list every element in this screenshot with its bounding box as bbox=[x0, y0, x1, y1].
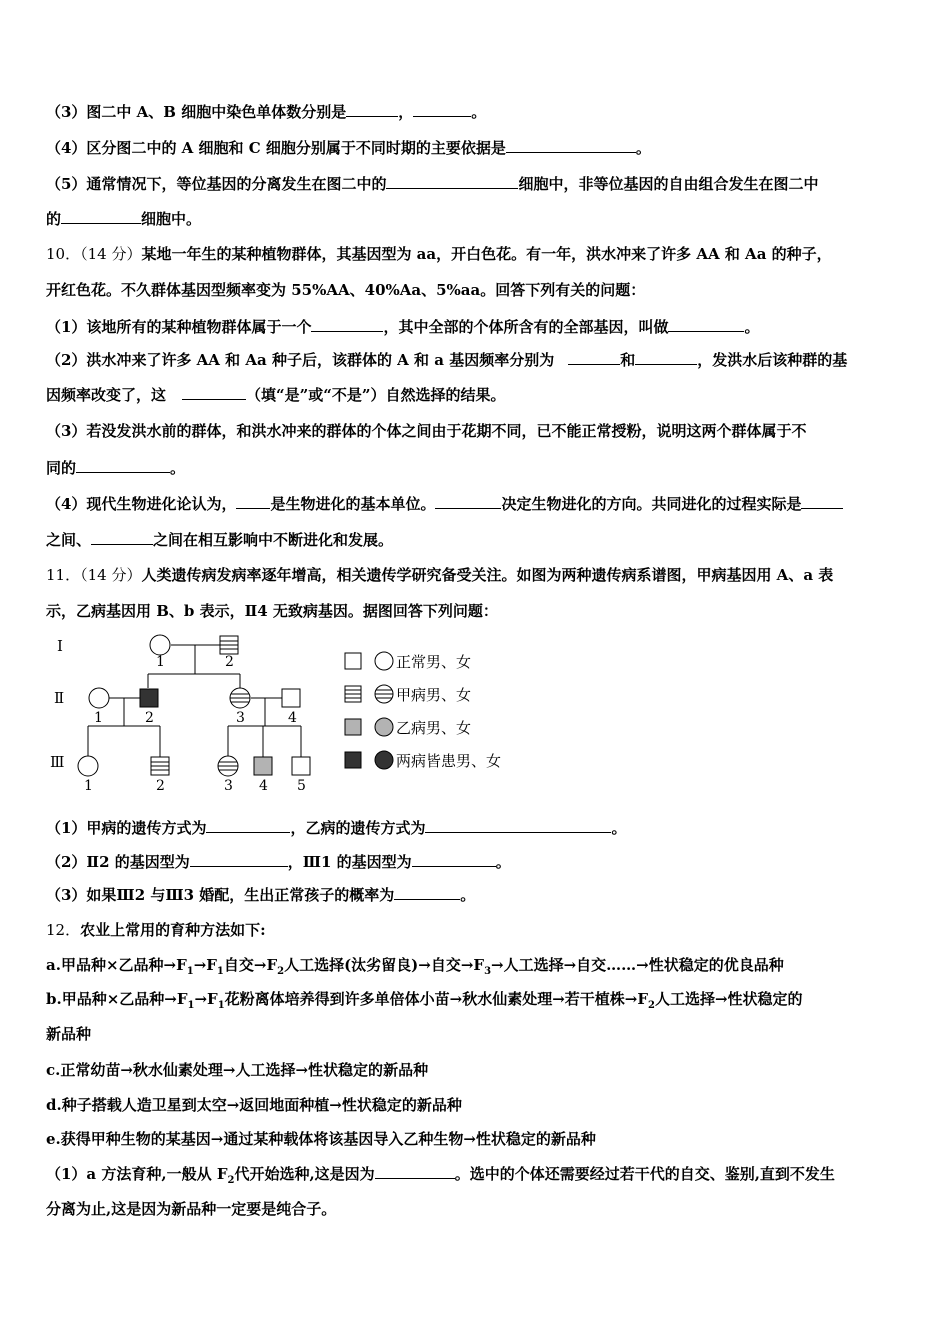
legend bbox=[345, 652, 501, 770]
q12-method-b-cont: 新品种 bbox=[46, 1025, 92, 1043]
q9-line-5b: 的 细胞中。 bbox=[46, 210, 202, 228]
legend-normal-female-icon bbox=[375, 652, 393, 670]
q9-line-4: （4）区分图二中的 A 细胞和 C 细胞分别属于不同时期的主要依据是 。 bbox=[46, 139, 651, 157]
legend-label-disease-b: 乙病男、女 bbox=[396, 719, 472, 737]
legend-disease-b-male-icon bbox=[345, 719, 361, 735]
III-2-disease-a-male bbox=[151, 757, 169, 775]
q12-stem: 12．农业上常用的育种方法如下: bbox=[46, 921, 266, 939]
legend-both-male-icon bbox=[345, 752, 361, 768]
legend-disease-b-female-icon bbox=[375, 718, 393, 736]
q12-method-e: e.获得甲种生物的某基因→通过某种载体将该基因导入乙种生物→性状稳定的新品种 bbox=[46, 1130, 596, 1148]
q10-line-4b: 之间、 之间在相互影响中不断进化和发展。 bbox=[46, 531, 394, 549]
q11-stem-2: 示，乙病基因用 B、b 表示，Ⅱ4 无致病基因。据图回答下列问题： bbox=[46, 602, 498, 620]
q10-stem-2: 开红色花。不久群体基因型频率变为 55%AA、40%Aa、5%aa。回答下列有关的问题： bbox=[46, 281, 646, 299]
q11-stem: 11．（14 分）人类遗传病发病率逐年增高，相关遗传学研究备受关注。如图为两种遗传病系谱图，甲病基因用 A、a 表 bbox=[46, 566, 834, 584]
q12-line-1: （1）a 方法育种,一般从 $F_2$代开始选种,这是因为 。选中的个体还需要经过若干代的自交、鉴别,直到不发生 bbox=[46, 1165, 835, 1186]
q12-method-b: b.甲品种×乙品种$\to F_1\to F_1$花粉离体培养得到许多单倍体小苗→秋水仙素处理→若干植株$\to F_2$人工选择→性状稳定的 bbox=[46, 990, 803, 1011]
legend-disease-a-male-icon bbox=[345, 686, 361, 702]
legend-label-disease-a: 甲病男、女 bbox=[396, 686, 472, 704]
q10-line-3b: 同的 。 bbox=[46, 459, 186, 477]
II-3-disease-a-female bbox=[230, 688, 250, 708]
gen-label-III: Ⅲ bbox=[50, 753, 65, 771]
III-4-disease-b-male bbox=[254, 757, 272, 775]
legend-normal-male-icon bbox=[345, 653, 361, 669]
legend-both-female-icon bbox=[375, 751, 393, 769]
q11-line-2: （2）Ⅱ2 的基因型为 ，Ⅲ1 的基因型为 。 bbox=[46, 853, 511, 871]
id-I-1: 1 bbox=[156, 654, 165, 670]
q10-line-3: （3）若没发洪水前的群体，和洪水冲来的群体的个体之间由于花期不同，已不能正常授粉，说明这两个群体属于不 bbox=[46, 422, 807, 440]
id-III-5: 5 bbox=[297, 778, 306, 794]
III-1-normal-female bbox=[78, 756, 98, 776]
id-III-4: 4 bbox=[259, 778, 268, 794]
answer-blank[interactable] bbox=[375, 1163, 455, 1179]
q11-line-1: （1）甲病的遗传方式为 ，乙病的遗传方式为 。 bbox=[46, 819, 627, 837]
answer-blank[interactable] bbox=[425, 817, 611, 833]
answer-blank[interactable] bbox=[412, 851, 496, 867]
q11-line-3: （3）如果Ⅲ2 与Ⅲ3 婚配，生出正常孩子的概率为 。 bbox=[46, 886, 476, 904]
III-5-normal-male bbox=[292, 757, 310, 775]
gen-label-II: Ⅱ bbox=[54, 689, 65, 707]
id-II-1: 1 bbox=[94, 710, 103, 726]
q10-line-2: （2）洪水冲来了许多 AA 和 Aa 种子后，该群体的 A 和 a 基因频率分别为 和 ，发洪水后该种群的基 bbox=[46, 351, 848, 369]
q10-line-1: （1）该地所有的某种植物群体属于一个 ，其中全部的个体所含有的全部基因，叫做 。 bbox=[46, 318, 760, 336]
answer-blank[interactable] bbox=[190, 851, 288, 867]
q12-line-1b: 分离为止,这是因为新品种一定要是纯合子。 bbox=[46, 1200, 337, 1218]
legend-label-both: 两病皆患男、女 bbox=[396, 752, 502, 770]
gen-label-I: Ⅰ bbox=[57, 637, 63, 655]
q12-method-c: c.正常幼苗→秋水仙素处理→人工选择→性状稳定的新品种 bbox=[46, 1061, 429, 1079]
II-1-normal-female bbox=[89, 688, 109, 708]
I-1-normal-female bbox=[150, 635, 170, 655]
answer-blank[interactable] bbox=[206, 817, 290, 833]
id-I-2: 2 bbox=[225, 654, 234, 670]
q10-line-2b: 因频率改变了，这 （填“是”或“不是”）自然选择的结果。 bbox=[46, 386, 506, 404]
I-2-disease-a-male bbox=[220, 636, 238, 654]
id-II-2: 2 bbox=[145, 710, 154, 726]
q10-stem: 10．（14 分）某地一年生的某种植物群体，其基因型为 aa，开白色花。有一年，洪水冲来了许多 AA 和 Aa 的种子， bbox=[46, 245, 832, 263]
III-3-disease-a-female bbox=[218, 756, 238, 776]
q12-method-a: a.甲品种×乙品种$\to F_1\to F_1$自交$\to F_2$人工选择(汰劣留良)→自交$\to F_3\to$人工选择→自交……→性状稳定的优良品种 bbox=[46, 956, 784, 977]
answer-blank[interactable] bbox=[394, 884, 460, 900]
II-4-normal-male bbox=[282, 689, 300, 707]
q10-line-4: （4）现代生物进化论认为， 是生物进化的基本单位。 决定生物进化的方向。共同进化的过程实际是 bbox=[46, 493, 843, 514]
id-II-4: 4 bbox=[288, 710, 297, 726]
id-III-3: 3 bbox=[224, 778, 233, 794]
q9-line-3: （3）图二中 A、B 细胞中染色单体数分别是 ， 。 bbox=[46, 103, 487, 121]
II-2-both-diseases-male bbox=[140, 689, 158, 707]
q9-line-5: （5）通常情况下，等位基因的分离发生在图二中的 细胞中，非等位基因的自由组合发生在图二中 bbox=[46, 175, 819, 193]
q12-method-d: d.种子搭载人造卫星到太空→返回地面种植→性状稳定的新品种 bbox=[46, 1096, 462, 1114]
id-II-3: 3 bbox=[236, 710, 245, 726]
id-III-1: 1 bbox=[84, 778, 93, 794]
id-III-2: 2 bbox=[156, 778, 165, 794]
legend-label-normal: 正常男、女 bbox=[396, 653, 472, 671]
legend-disease-a-female-icon bbox=[375, 685, 393, 703]
